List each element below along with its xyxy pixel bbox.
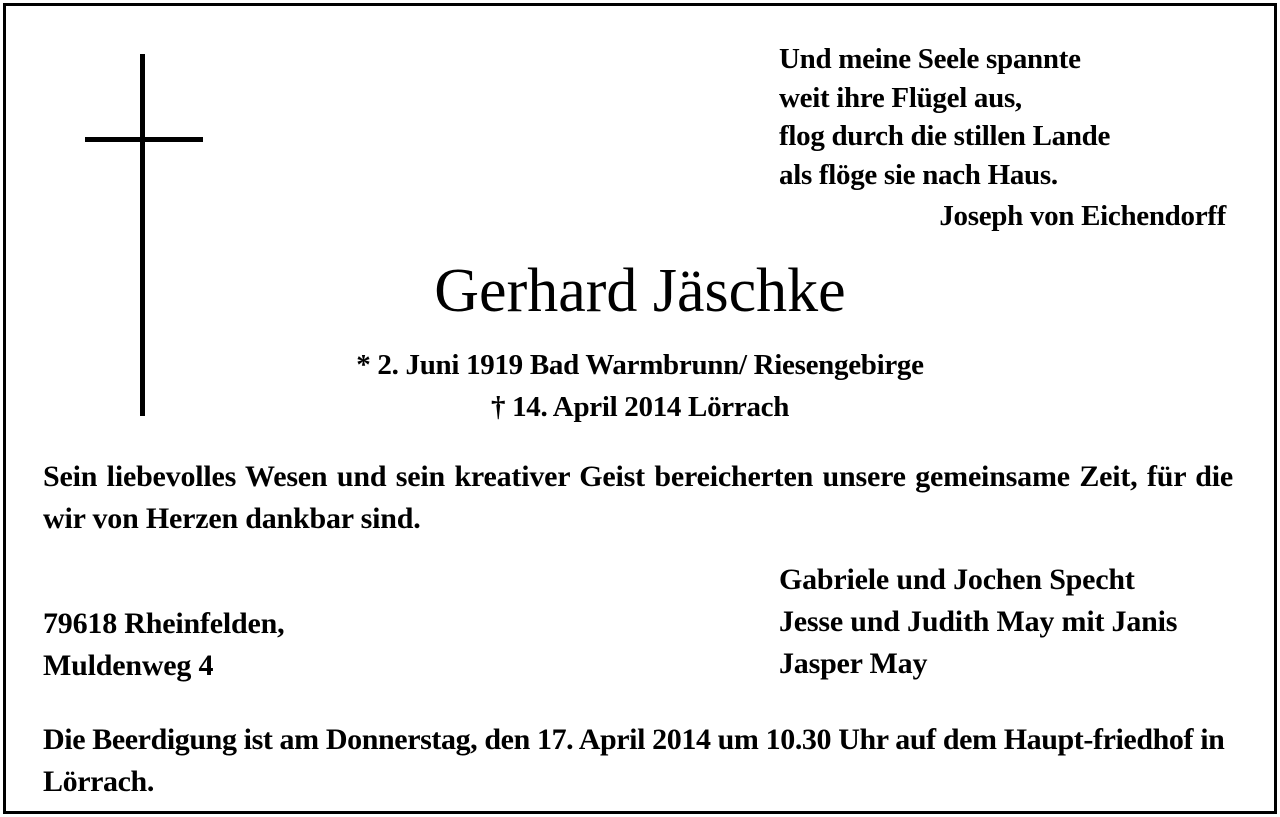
deceased-name: Gerhard Jäschke bbox=[434, 257, 846, 325]
obituary-frame bbox=[3, 3, 1277, 814]
mourner-name: Gabriele und Jochen Specht bbox=[779, 563, 1135, 596]
address-line: Muldenweg 4 bbox=[43, 649, 214, 682]
birth-date: * 2. Juni 1919 Bad Warmbrunn/ Riesengebirge bbox=[356, 349, 924, 381]
poem-line: Und meine Seele spannte bbox=[779, 43, 1081, 75]
death-date: † 14. April 2014 Lörrach bbox=[490, 391, 790, 423]
cross-icon-horizontal bbox=[85, 137, 203, 142]
mourner-name: Jesse und Judith May mit Janis bbox=[779, 605, 1178, 638]
address-line: 79618 Rheinfelden, bbox=[43, 607, 285, 640]
poem-line: flog durch die stillen Lande bbox=[779, 120, 1111, 152]
poem bbox=[779, 40, 1110, 194]
address bbox=[43, 603, 284, 687]
poem-author: Joseph von Eichendorff bbox=[939, 200, 1226, 232]
funeral-notice: Die Beerdigung ist am Donnerstag, den 17. April 2014 um 10.30 Uhr auf dem Haupt-friedhof in Lörrach. bbox=[43, 723, 1225, 798]
tribute-text: Sein liebevolles Wesen und sein kreativer Geist bereicherten unsere gemeinsame Zeit, für die wir von Herzen dankbar sind. bbox=[43, 460, 1233, 535]
mourners-list bbox=[779, 559, 1177, 685]
mourner-name: Jasper May bbox=[779, 647, 928, 680]
poem-line: als flöge sie nach Haus. bbox=[779, 158, 1058, 191]
life-dates bbox=[6, 344, 1274, 428]
poem-line: weit ihre Flügel aus, bbox=[779, 81, 1022, 114]
